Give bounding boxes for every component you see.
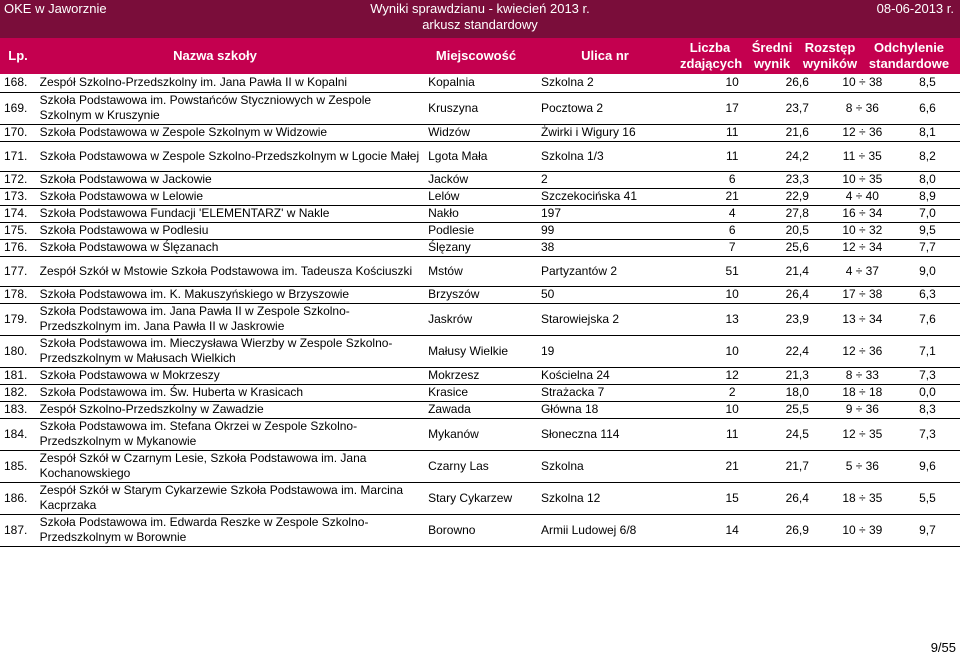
report-title-line-1: Wyniki sprawdzianu - kwiecień 2013 r. xyxy=(370,1,590,16)
street-cell: Szkolna 12 xyxy=(539,482,700,514)
table-row xyxy=(0,303,960,335)
standard-deviation-cell: 8,2 xyxy=(895,141,960,171)
standard-deviation-cell: 8,9 xyxy=(895,188,960,205)
street-cell: Pocztowa 2 xyxy=(539,92,700,124)
report-title-line-2: arkusz standardowy xyxy=(422,17,538,32)
table-header xyxy=(0,38,960,74)
header-average-line-2: wynik xyxy=(753,56,791,71)
average-score-cell: 21,3 xyxy=(765,367,830,384)
header-range-line-1: Rozstęp xyxy=(804,40,856,55)
table-row xyxy=(0,401,960,418)
top-bar xyxy=(0,0,960,38)
header-deviation-line-2: standardowe xyxy=(868,56,950,71)
header-range xyxy=(800,40,860,72)
average-score-cell: 25,5 xyxy=(765,401,830,418)
row-number-cell: 180. xyxy=(0,335,38,367)
average-score-cell: 23,7 xyxy=(765,92,830,124)
header-deviation-line-1: Odchylenie xyxy=(873,40,945,55)
header-range-line-2: wyników xyxy=(802,56,858,71)
row-number-cell: 176. xyxy=(0,239,38,256)
table-row xyxy=(0,205,960,222)
school-name-cell: Zespół Szkół w Starym Cykarzewie Szkoła Podstawowa im. Marcina Kacprzaka xyxy=(38,482,426,514)
street-cell: Szkolna xyxy=(539,450,700,482)
street-cell: 19 xyxy=(539,335,700,367)
city-cell: Widzów xyxy=(426,124,539,141)
row-number-cell: 169. xyxy=(0,92,38,124)
participant-count-cell: 11 xyxy=(700,124,765,141)
city-cell: Mokrzesz xyxy=(426,367,539,384)
standard-deviation-cell: 9,7 xyxy=(895,514,960,546)
school-name-cell: Szkoła Podstawowa w Lelowie xyxy=(38,188,426,205)
header-count-line-1: Liczba xyxy=(689,40,731,55)
average-score-cell: 25,6 xyxy=(765,239,830,256)
participant-count-cell: 21 xyxy=(700,450,765,482)
row-number-cell: 177. xyxy=(0,256,38,286)
city-cell: Krasice xyxy=(426,384,539,401)
city-cell: Zawada xyxy=(426,401,539,418)
city-cell: Małusy Wielkie xyxy=(426,335,539,367)
standard-deviation-cell: 9,0 xyxy=(895,256,960,286)
header-street: Ulica nr xyxy=(581,48,629,63)
school-name-cell: Szkoła Podstawowa Fundacji 'ELEMENTARZ' w Nakle xyxy=(38,205,426,222)
city-cell: Mykanów xyxy=(426,418,539,450)
school-name-cell: Zespół Szkolno-Przedszkolny w Zawadzie xyxy=(38,401,426,418)
standard-deviation-cell: 7,6 xyxy=(895,303,960,335)
participant-count-cell: 11 xyxy=(700,418,765,450)
row-number-cell: 187. xyxy=(0,514,38,546)
school-name-cell: Szkoła Podstawowa w Mokrzeszy xyxy=(38,367,426,384)
table-row xyxy=(0,188,960,205)
street-cell: Żwirki i Wigury 16 xyxy=(539,124,700,141)
score-range-cell: 9 ÷ 36 xyxy=(830,401,895,418)
header-average-line-1: Średni xyxy=(751,40,793,55)
city-cell: Lelów xyxy=(426,188,539,205)
score-range-cell: 18 ÷ 18 xyxy=(830,384,895,401)
row-number-cell: 185. xyxy=(0,450,38,482)
table-row xyxy=(0,141,960,171)
school-name-cell: Szkoła Podstawowa im. Edwarda Reszke w Zespole Szkolno-Przedszkolnym w Borownie xyxy=(38,514,426,546)
score-range-cell: 13 ÷ 34 xyxy=(830,303,895,335)
row-number-cell: 174. xyxy=(0,205,38,222)
street-cell: Główna 18 xyxy=(539,401,700,418)
street-cell: Partyzantów 2 xyxy=(539,256,700,286)
table-row xyxy=(0,335,960,367)
participant-count-cell: 17 xyxy=(700,92,765,124)
table-row xyxy=(0,239,960,256)
average-score-cell: 21,7 xyxy=(765,450,830,482)
table-row xyxy=(0,92,960,124)
score-range-cell: 12 ÷ 36 xyxy=(830,335,895,367)
report-title xyxy=(0,1,960,33)
score-range-cell: 10 ÷ 32 xyxy=(830,222,895,239)
report-date: 08-06-2013 r. xyxy=(876,1,954,16)
score-range-cell: 12 ÷ 34 xyxy=(830,239,895,256)
score-range-cell: 17 ÷ 38 xyxy=(830,286,895,303)
city-cell: Ślęzany xyxy=(426,239,539,256)
average-score-cell: 23,9 xyxy=(765,303,830,335)
city-cell: Kopalnia xyxy=(426,74,539,92)
score-range-cell: 12 ÷ 36 xyxy=(830,124,895,141)
table-row xyxy=(0,418,960,450)
row-number-cell: 175. xyxy=(0,222,38,239)
score-range-cell: 4 ÷ 37 xyxy=(830,256,895,286)
row-number-cell: 184. xyxy=(0,418,38,450)
participant-count-cell: 10 xyxy=(700,401,765,418)
city-cell: Borowno xyxy=(426,514,539,546)
school-name-cell: Szkoła Podstawowa im. Stefana Okrzei w Zespole Szkolno-Przedszkolnym w Mykanowie xyxy=(38,418,426,450)
row-number-cell: 168. xyxy=(0,74,38,92)
header-name: Nazwa szkoły xyxy=(173,48,257,63)
table-row xyxy=(0,74,960,92)
street-cell: 50 xyxy=(539,286,700,303)
row-number-cell: 186. xyxy=(0,482,38,514)
page-number: 9/55 xyxy=(930,640,956,655)
standard-deviation-cell: 5,5 xyxy=(895,482,960,514)
participant-count-cell: 15 xyxy=(700,482,765,514)
street-cell: Armii Ludowej 6/8 xyxy=(539,514,700,546)
street-cell: Strażacka 7 xyxy=(539,384,700,401)
school-name-cell: Szkoła Podstawowa im. Jana Pawła II w Zespole Szkolno-Przedszkolnym im. Jana Pawła II w Jaskrowie xyxy=(38,303,426,335)
standard-deviation-cell: 8,0 xyxy=(895,171,960,188)
participant-count-cell: 6 xyxy=(700,171,765,188)
standard-deviation-cell: 7,1 xyxy=(895,335,960,367)
standard-deviation-cell: 6,6 xyxy=(895,92,960,124)
standard-deviation-cell: 0,0 xyxy=(895,384,960,401)
table-row xyxy=(0,171,960,188)
header-count xyxy=(680,40,743,72)
participant-count-cell: 10 xyxy=(700,335,765,367)
street-cell: Starowiejska 2 xyxy=(539,303,700,335)
school-name-cell: Szkoła Podstawowa im. Mieczysława Wierzby w Zespole Szkolno-Przedszkolnym w Małusach Wielkich xyxy=(38,335,426,367)
standard-deviation-cell: 7,0 xyxy=(895,205,960,222)
standard-deviation-cell: 8,5 xyxy=(895,74,960,92)
header-lp: Lp. xyxy=(8,48,28,63)
participant-count-cell: 7 xyxy=(700,239,765,256)
table-row xyxy=(0,450,960,482)
score-range-cell: 8 ÷ 36 xyxy=(830,92,895,124)
average-score-cell: 21,6 xyxy=(765,124,830,141)
participant-count-cell: 2 xyxy=(700,384,765,401)
average-score-cell: 20,5 xyxy=(765,222,830,239)
standard-deviation-cell: 8,1 xyxy=(895,124,960,141)
row-number-cell: 170. xyxy=(0,124,38,141)
average-score-cell: 18,0 xyxy=(765,384,830,401)
street-cell: 99 xyxy=(539,222,700,239)
city-cell: Mstów xyxy=(426,256,539,286)
standard-deviation-cell: 7,7 xyxy=(895,239,960,256)
table-row xyxy=(0,367,960,384)
street-cell: Szczekocińska 41 xyxy=(539,188,700,205)
school-name-cell: Szkoła Podstawowa w Jackowie xyxy=(38,171,426,188)
row-number-cell: 179. xyxy=(0,303,38,335)
street-cell: 197 xyxy=(539,205,700,222)
standard-deviation-cell: 8,3 xyxy=(895,401,960,418)
standard-deviation-cell: 7,3 xyxy=(895,367,960,384)
score-range-cell: 10 ÷ 35 xyxy=(830,171,895,188)
participant-count-cell: 51 xyxy=(700,256,765,286)
street-cell: 38 xyxy=(539,239,700,256)
average-score-cell: 24,2 xyxy=(765,141,830,171)
participant-count-cell: 10 xyxy=(700,74,765,92)
organization-label: OKE w Jaworznie xyxy=(4,1,107,16)
standard-deviation-cell: 9,6 xyxy=(895,450,960,482)
city-cell: Lgota Mała xyxy=(426,141,539,171)
participant-count-cell: 4 xyxy=(700,205,765,222)
school-name-cell: Szkoła Podstawowa w Zespole Szkolno-Przedszkolnym w Lgocie Małej xyxy=(38,141,426,171)
school-name-cell: Szkoła Podstawowa w Podlesiu xyxy=(38,222,426,239)
score-range-cell: 12 ÷ 35 xyxy=(830,418,895,450)
street-cell: Kościelna 24 xyxy=(539,367,700,384)
average-score-cell: 26,9 xyxy=(765,514,830,546)
city-cell: Kruszyna xyxy=(426,92,539,124)
participant-count-cell: 21 xyxy=(700,188,765,205)
school-name-cell: Szkoła Podstawowa im. K. Makuszyńskiego w Brzyszowie xyxy=(38,286,426,303)
header-city: Miejscowość xyxy=(435,48,517,63)
participant-count-cell: 10 xyxy=(700,286,765,303)
city-cell: Stary Cykarzew xyxy=(426,482,539,514)
row-number-cell: 181. xyxy=(0,367,38,384)
score-range-cell: 10 ÷ 38 xyxy=(830,74,895,92)
row-number-cell: 183. xyxy=(0,401,38,418)
score-range-cell: 5 ÷ 36 xyxy=(830,450,895,482)
score-range-cell: 11 ÷ 35 xyxy=(830,141,895,171)
participant-count-cell: 6 xyxy=(700,222,765,239)
header-count-line-2: zdających xyxy=(680,56,743,71)
city-cell: Jacków xyxy=(426,171,539,188)
street-cell: Szkolna 2 xyxy=(539,74,700,92)
school-name-cell: Szkoła Podstawowa im. Św. Huberta w Krasicach xyxy=(38,384,426,401)
average-score-cell: 24,5 xyxy=(765,418,830,450)
table-row xyxy=(0,286,960,303)
school-name-cell: Szkoła Podstawowa w Zespole Szkolnym w Widzowie xyxy=(38,124,426,141)
average-score-cell: 21,4 xyxy=(765,256,830,286)
row-number-cell: 173. xyxy=(0,188,38,205)
average-score-cell: 26,6 xyxy=(765,74,830,92)
table-row xyxy=(0,482,960,514)
street-cell: Słoneczna 114 xyxy=(539,418,700,450)
table-row xyxy=(0,256,960,286)
header-deviation xyxy=(862,40,956,72)
street-cell: 2 xyxy=(539,171,700,188)
school-name-cell: Szkoła Podstawowa w Ślęzanach xyxy=(38,239,426,256)
table-row xyxy=(0,514,960,546)
participant-count-cell: 12 xyxy=(700,367,765,384)
standard-deviation-cell: 6,3 xyxy=(895,286,960,303)
school-name-cell: Zespół Szkolno-Przedszkolny im. Jana Pawła II w Kopalni xyxy=(38,74,426,92)
score-range-cell: 10 ÷ 39 xyxy=(830,514,895,546)
row-number-cell: 171. xyxy=(0,141,38,171)
average-score-cell: 23,3 xyxy=(765,171,830,188)
results-table xyxy=(0,74,960,547)
school-name-cell: Zespół Szkół w Czarnym Lesie, Szkoła Podstawowa im. Jana Kochanowskiego xyxy=(38,450,426,482)
row-number-cell: 178. xyxy=(0,286,38,303)
average-score-cell: 26,4 xyxy=(765,482,830,514)
score-range-cell: 8 ÷ 33 xyxy=(830,367,895,384)
participant-count-cell: 13 xyxy=(700,303,765,335)
table-row xyxy=(0,384,960,401)
school-name-cell: Zespół Szkół w Mstowie Szkoła Podstawowa im. Tadeusza Kościuszki xyxy=(38,256,426,286)
score-range-cell: 16 ÷ 34 xyxy=(830,205,895,222)
standard-deviation-cell: 9,5 xyxy=(895,222,960,239)
row-number-cell: 172. xyxy=(0,171,38,188)
average-score-cell: 27,8 xyxy=(765,205,830,222)
standard-deviation-cell: 7,3 xyxy=(895,418,960,450)
average-score-cell: 22,9 xyxy=(765,188,830,205)
average-score-cell: 22,4 xyxy=(765,335,830,367)
score-range-cell: 18 ÷ 35 xyxy=(830,482,895,514)
table-row xyxy=(0,124,960,141)
city-cell: Podlesie xyxy=(426,222,539,239)
header-average xyxy=(742,40,802,72)
participant-count-cell: 11 xyxy=(700,141,765,171)
average-score-cell: 26,4 xyxy=(765,286,830,303)
city-cell: Czarny Las xyxy=(426,450,539,482)
city-cell: Jaskrów xyxy=(426,303,539,335)
city-cell: Brzyszów xyxy=(426,286,539,303)
score-range-cell: 4 ÷ 40 xyxy=(830,188,895,205)
table-row xyxy=(0,222,960,239)
row-number-cell: 182. xyxy=(0,384,38,401)
school-name-cell: Szkoła Podstawowa im. Powstańców Styczniowych w Zespole Szkolnym w Kruszynie xyxy=(38,92,426,124)
city-cell: Nakło xyxy=(426,205,539,222)
street-cell: Szkolna 1/3 xyxy=(539,141,700,171)
participant-count-cell: 14 xyxy=(700,514,765,546)
